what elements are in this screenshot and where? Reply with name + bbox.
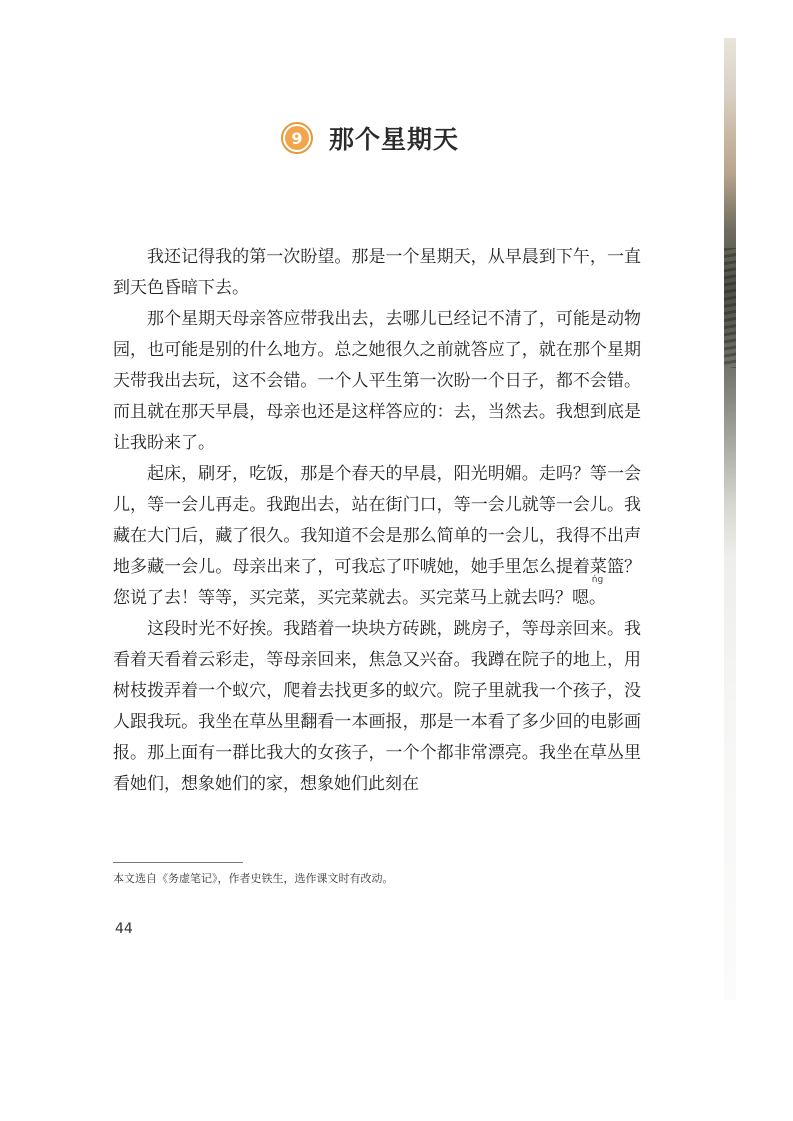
lesson-number: 9 <box>285 126 309 150</box>
lesson-heading <box>281 118 459 158</box>
paragraph-3-text: 起床，刷牙，吃饭，那是个春天的早晨，阳光明媚。走吗？等一会儿，等一会儿再走。我跑出去，站在街门口，等一会儿就等一会儿。我藏在大门后，藏了很久。我知道不会是那么简单的一会儿，我得不出声地多藏一会儿。母亲出来了，可我忘了吓唬她，她手里怎么提着菜篮？您说了去！等等，买完菜，买完菜就去。买完菜马上就去吗？ <box>113 464 641 608</box>
footnote-divider <box>113 862 243 863</box>
footnote: 本文选自《务虚笔记》，作者史铁生，选作课文时有改动。 <box>113 872 394 885</box>
paragraph-3 <box>113 459 641 614</box>
ruby-base-char: 嗯 <box>572 588 589 608</box>
paragraph-4: 这段时光不好挨。我踏着一块块方砖跳，跳房子，等母亲回来。我看着天看着云彩走，等母亲回来，焦急又兴奋。我蹲在院子的地上，用树枝拨弄着一个蚁穴，爬着去找更多的蚁穴。院子里就我一个孩子，没人跟我玩。我坐在草丛里翻看一本画报，那是一本看了多少回的电影画报。那上面有一群比我大的女孩子，一个个都非常漂亮。我坐在草丛里看她们，想象她们的家，想象她们此刻在 <box>113 619 641 794</box>
pinyin-annotation: ńg <box>591 575 604 585</box>
lesson-number-badge <box>281 122 313 154</box>
paragraph-2: 那个星期天母亲答应带我出去，去哪儿已经记不清了，可能是动物园，也可能是别的什么地方。总之她很久之前就答应了，就在那个星期天带我出去玩，这不会错。一个人平生第一次盼一个日子，都不会错。而且就在那天早晨，母亲也还是这样答应的：去，当然去。我想到底是让我盼来了。 <box>113 309 641 453</box>
paragraph-1: 我还记得我的第一次盼望。那是一个星期天，从早晨到下午，一直到天色昏暗下去。 <box>113 247 641 298</box>
lesson-body <box>113 242 641 800</box>
page-number: 44 <box>115 921 133 937</box>
ruby-annotated-char <box>572 575 604 608</box>
side-photo-texture <box>724 248 736 368</box>
paragraph-3-end: 。 <box>589 588 606 608</box>
lesson-title: 那个星期天 <box>329 125 460 154</box>
side-photo-strip <box>724 38 736 1000</box>
